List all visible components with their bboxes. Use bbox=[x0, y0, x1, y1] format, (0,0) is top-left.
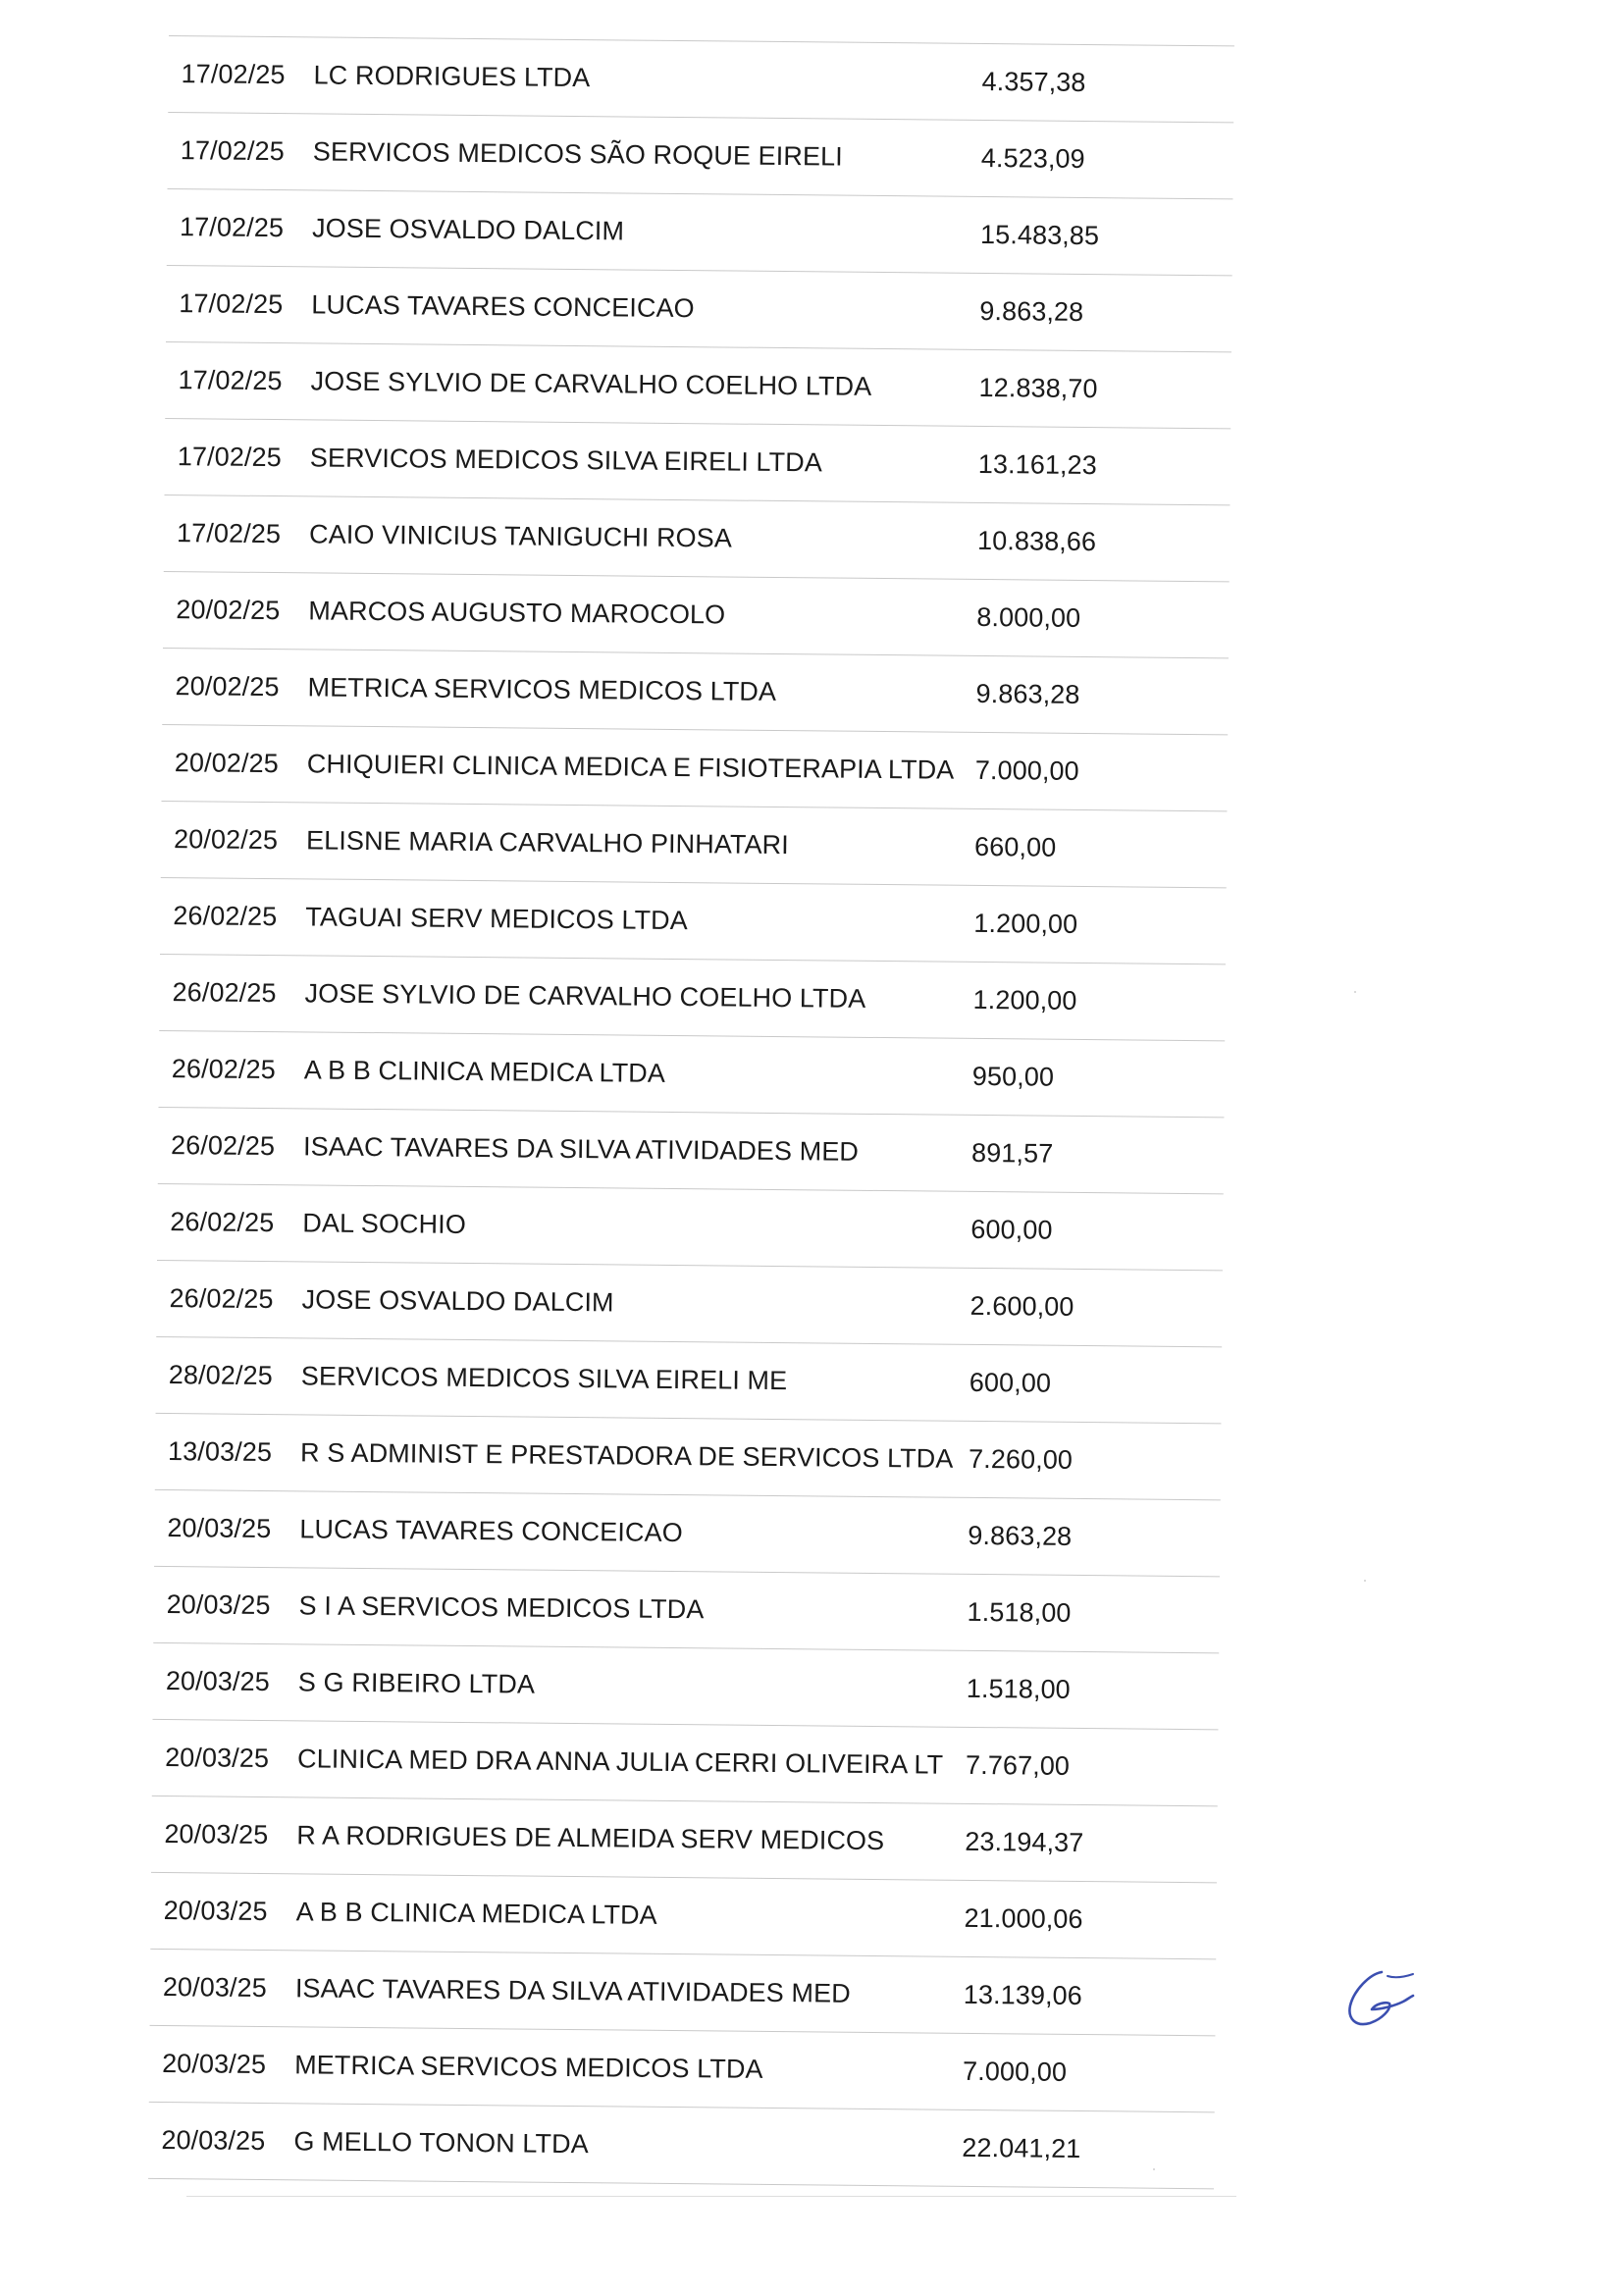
payment-date: 20/02/25 bbox=[175, 671, 280, 703]
table-rows bbox=[148, 36, 1234, 2189]
table-row bbox=[152, 1720, 1219, 1806]
payee-name: R S ADMINIST E PRESTADORA DE SERVICOS LTDA bbox=[299, 1437, 954, 1474]
payment-amount: 1.518,00 bbox=[967, 1596, 1072, 1628]
payment-date: 17/02/25 bbox=[179, 288, 284, 320]
table-row bbox=[163, 572, 1230, 658]
payee-name: S G RIBEIRO LTDA bbox=[297, 1667, 536, 1699]
payee-name: G MELLO TONON LTDA bbox=[293, 2126, 589, 2160]
payment-amount: 23.194,37 bbox=[965, 1826, 1084, 1858]
payment-date: 17/02/25 bbox=[179, 212, 285, 243]
payment-amount: 1.200,00 bbox=[973, 908, 1078, 939]
payee-name: CHIQUIERI CLINICA MEDICA E FISIOTERAPIA LTDA bbox=[306, 749, 955, 785]
table-row bbox=[165, 342, 1231, 429]
payment-date: 20/03/25 bbox=[166, 1589, 271, 1621]
payment-date: 26/02/25 bbox=[169, 1283, 274, 1315]
table-row bbox=[162, 649, 1229, 735]
payment-amount: 4.357,38 bbox=[981, 66, 1086, 97]
payment-date: 26/02/25 bbox=[173, 901, 278, 932]
payee-name: ISAAC TAVARES DA SILVA ATIVIDADES MED bbox=[294, 1973, 851, 2008]
payment-amount: 9.863,28 bbox=[979, 295, 1084, 327]
table-row bbox=[168, 36, 1234, 123]
payment-date: 20/03/25 bbox=[163, 1896, 268, 1927]
table-row bbox=[161, 802, 1228, 888]
table-row bbox=[159, 955, 1226, 1041]
table-row bbox=[158, 1108, 1225, 1194]
payment-date: 26/02/25 bbox=[170, 1207, 275, 1238]
payment-amount: 21.000,06 bbox=[964, 1902, 1083, 1935]
payment-amount: 13.139,06 bbox=[963, 1979, 1083, 2011]
payment-amount: 7.000,00 bbox=[962, 2056, 1068, 2087]
payment-amount: 8.000,00 bbox=[976, 601, 1081, 633]
payment-amount: 950,00 bbox=[971, 1061, 1055, 1092]
payment-date: 20/02/25 bbox=[176, 595, 281, 626]
table-row bbox=[153, 1567, 1220, 1653]
table-row bbox=[166, 266, 1232, 352]
table-row bbox=[150, 1873, 1217, 1959]
payment-amount: 891,57 bbox=[970, 1137, 1054, 1169]
payment-date: 17/02/25 bbox=[181, 59, 286, 90]
payee-name: CAIO VINICIUS TANIGUCHI ROSA bbox=[308, 519, 733, 553]
payment-date: 20/02/25 bbox=[173, 824, 279, 856]
payment-amount: 600,00 bbox=[970, 1214, 1053, 1245]
table-row bbox=[150, 1950, 1217, 2036]
payment-amount: 2.600,00 bbox=[969, 1290, 1074, 1322]
table-row bbox=[155, 1414, 1222, 1500]
table-row bbox=[159, 1031, 1226, 1118]
payment-date: 17/02/25 bbox=[177, 442, 282, 473]
payment-date: 28/02/25 bbox=[168, 1360, 273, 1391]
payment-date: 20/03/25 bbox=[162, 2049, 267, 2080]
payee-name: TAGUAI SERV MEDICOS LTDA bbox=[305, 902, 688, 936]
payments-table bbox=[148, 35, 1234, 2189]
table-row bbox=[164, 495, 1231, 582]
payee-name: LC RODRIGUES LTDA bbox=[313, 60, 591, 93]
payment-amount: 7.260,00 bbox=[968, 1443, 1074, 1475]
payment-date: 20/02/25 bbox=[174, 748, 279, 779]
payment-date: 26/02/25 bbox=[170, 1130, 276, 1162]
payee-name: ELISNE MARIA CARVALHO PINHATARI bbox=[305, 825, 789, 860]
payee-name: R A RODRIGUES DE ALMEIDA SERV MEDICOS bbox=[296, 1820, 885, 1856]
payee-name: S I A SERVICOS MEDICOS LTDA bbox=[298, 1590, 705, 1625]
payee-name: JOSE OSVALDO DALCIM bbox=[311, 213, 625, 246]
table-row bbox=[156, 1337, 1223, 1424]
payee-name: SERVICOS MEDICOS SILVA EIRELI ME bbox=[300, 1361, 788, 1396]
table-row bbox=[167, 113, 1233, 199]
table-row bbox=[167, 189, 1233, 276]
table-row bbox=[153, 1643, 1220, 1730]
payee-name: METRICA SERVICOS MEDICOS LTDA bbox=[307, 672, 777, 706]
scan-speck bbox=[1354, 991, 1356, 993]
table-row bbox=[148, 2103, 1215, 2189]
payee-name: ISAAC TAVARES DA SILVA ATIVIDADES MED bbox=[302, 1131, 860, 1167]
payment-date: 20/03/25 bbox=[165, 1743, 270, 1774]
payment-date: 17/02/25 bbox=[178, 365, 283, 396]
payee-name: SERVICOS MEDICOS SILVA EIRELI LTDA bbox=[309, 443, 823, 478]
payee-name: METRICA SERVICOS MEDICOS LTDA bbox=[294, 2050, 763, 2084]
payee-name: A B B CLINICA MEDICA LTDA bbox=[303, 1055, 666, 1088]
payment-amount: 660,00 bbox=[973, 831, 1057, 862]
payment-date: 17/02/25 bbox=[176, 518, 282, 549]
payment-amount: 7.767,00 bbox=[965, 1749, 1071, 1781]
payment-date: 20/03/25 bbox=[164, 1819, 269, 1850]
scan-speck bbox=[1364, 1580, 1366, 1582]
scan-speck bbox=[1153, 2168, 1155, 2170]
payee-name: DAL SOCHIO bbox=[302, 1208, 467, 1239]
payment-amount: 9.863,28 bbox=[975, 678, 1080, 709]
payment-date: 17/02/25 bbox=[180, 135, 285, 167]
payee-name: JOSE OSVALDO DALCIM bbox=[301, 1284, 614, 1318]
payment-amount: 10.838,66 bbox=[976, 525, 1097, 557]
payee-name: SERVICOS MEDICOS SÃO ROQUE EIRELI bbox=[312, 136, 843, 172]
payment-amount: 1.200,00 bbox=[972, 984, 1077, 1015]
payment-date: 20/03/25 bbox=[165, 1666, 270, 1697]
payee-name: LUCAS TAVARES CONCEICAO bbox=[299, 1514, 683, 1548]
payment-amount: 15.483,85 bbox=[979, 219, 1100, 251]
payment-amount: 1.518,00 bbox=[966, 1673, 1071, 1704]
payee-name: LUCAS TAVARES CONCEICAO bbox=[311, 289, 695, 324]
payment-amount: 4.523,09 bbox=[980, 142, 1085, 174]
payee-name: A B B CLINICA MEDICA LTDA bbox=[295, 1897, 657, 1930]
table-row bbox=[151, 1796, 1218, 1883]
table-row bbox=[157, 1184, 1224, 1271]
payment-date: 13/03/25 bbox=[168, 1436, 273, 1468]
payee-name: JOSE SYLVIO DE CARVALHO COELHO LTDA bbox=[304, 978, 866, 1014]
payment-amount: 7.000,00 bbox=[974, 755, 1079, 786]
payment-date: 26/02/25 bbox=[172, 977, 277, 1009]
table-bottom-rule bbox=[186, 2196, 1236, 2197]
table-row bbox=[154, 1490, 1221, 1577]
table-row bbox=[149, 2026, 1216, 2112]
payment-amount: 9.863,28 bbox=[968, 1520, 1073, 1551]
table-row bbox=[164, 419, 1231, 505]
payment-amount: 600,00 bbox=[969, 1367, 1052, 1398]
payment-amount: 12.838,70 bbox=[978, 372, 1098, 404]
table-row bbox=[160, 878, 1227, 964]
table-row bbox=[162, 725, 1229, 811]
payment-date: 26/02/25 bbox=[171, 1054, 276, 1085]
payee-name: MARCOS AUGUSTO MAROCOLO bbox=[308, 596, 726, 630]
payment-date: 20/03/25 bbox=[161, 2125, 266, 2157]
table-row bbox=[156, 1261, 1223, 1347]
payee-name: CLINICA MED DRA ANNA JULIA CERRI OLIVEIRA LT bbox=[297, 1744, 944, 1780]
payee-name: JOSE SYLVIO DE CARVALHO COELHO LTDA bbox=[310, 366, 872, 401]
payment-date: 20/03/25 bbox=[167, 1513, 272, 1544]
payment-amount: 22.041,21 bbox=[962, 2132, 1081, 2164]
payment-date: 20/03/25 bbox=[162, 1972, 267, 2004]
handwritten-initials-icon bbox=[1342, 1966, 1421, 2035]
payment-amount: 13.161,23 bbox=[977, 448, 1098, 481]
